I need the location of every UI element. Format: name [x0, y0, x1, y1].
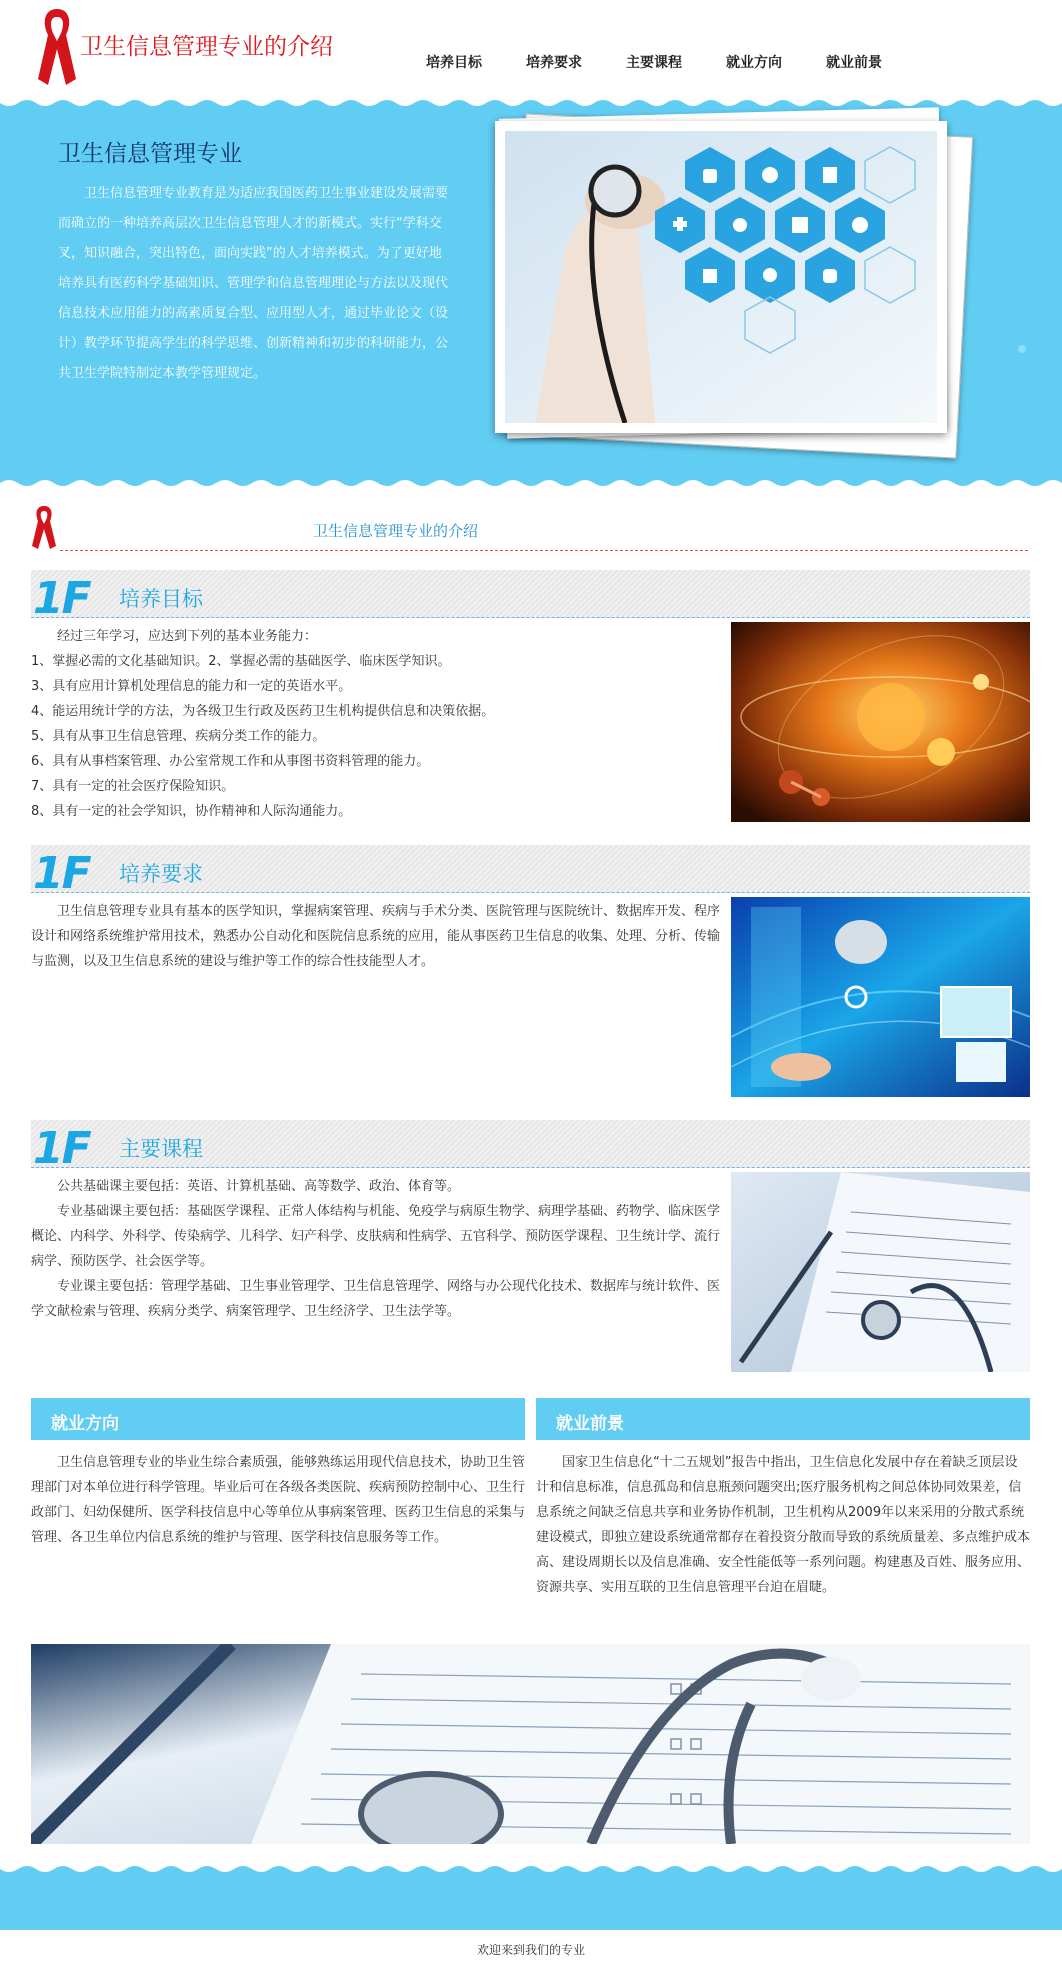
- section-title: 培养要求: [119, 862, 203, 886]
- banner-description: 卫生信息管理专业教育是为适应我国医药卫生事业建设发展需要而确立的一种培养高层次卫生信息管理人才的新模式。实行“学科交叉，知识融合，突出特色，面向实践”的人才培养模式。为了更好地培养具有医药科学基础知识、管理学和信息管理理论与方法以及现代信息技术应用能力的高素质复合型、应用型人才，通过毕业论文（设计）教学环节提高学生的科学思维、创新精神和初步的科研能力，公共卫生学院特制定本教学管理规定。: [58, 186, 449, 381]
- section-training-goals: [31, 570, 1030, 825]
- nav-item-employment[interactable]: 就业方向: [726, 55, 782, 71]
- panel-title: 就业前景: [536, 1398, 1030, 1440]
- employment-prospects-panel: [536, 1398, 1030, 1600]
- section-header-bar: [31, 570, 1030, 624]
- banner-photo-stack: [495, 113, 975, 453]
- text-line: 5、具有从事卫生信息管理、疾病分类工作的能力。: [31, 729, 326, 744]
- floor-number: 1F: [33, 848, 90, 899]
- section-title: 主要课程: [119, 1137, 203, 1161]
- hero-banner: [0, 97, 1062, 489]
- nav-item-goals[interactable]: 培养目标: [426, 55, 482, 71]
- site-title: 卫生信息管理专业的介绍: [80, 34, 333, 60]
- text-line: 3、具有应用计算机处理信息的能力和一定的英语水平。: [31, 679, 352, 694]
- section-text: [31, 624, 721, 824]
- banner-title: 卫生信息管理专业: [58, 141, 242, 167]
- employment-direction-panel: [31, 1398, 525, 1550]
- section-header-bar: [31, 1120, 1030, 1174]
- wave-divider-footer: [0, 1864, 1062, 1876]
- nav-item-prospects[interactable]: 就业前景: [826, 55, 882, 71]
- main-nav: [404, 52, 904, 72]
- text-line: 专业基础课主要包括：基础医学课程、正常人体结构与机能、免疫学与病原生物学、病理学基础、药物学、临床医学概论、内科学、外科学、传染病学、儿科学、妇产科学、皮肤病和性病学、五官科学、预防医学课程、卫生统计学、流行病学、预防医学、社会医学等。: [31, 1204, 721, 1269]
- text-line: 6、具有从事档案管理、办公室常规工作和从事图书资料管理的能力。: [31, 754, 430, 769]
- red-ribbon-logo-icon: [34, 5, 80, 87]
- text-line: 卫生信息管理专业具有基本的医学知识，掌握病案管理、疾病与手术分类、医院管理与医院统计、数据库开发、程序设计和网络系统维护常用技术，熟悉办公自动化和医院信息系统的应用，能从事医药卫生信息的收集、处理、分析、传输与监测，以及卫生信息系统的建设与维护等工作的综合性技能型人才。: [31, 904, 721, 969]
- text-line: 7、具有一定的社会医疗保险知识。: [31, 779, 235, 794]
- section-training-requirements: [31, 845, 1030, 1100]
- footer-text: 欢迎来到我们的专业: [476, 1943, 585, 1957]
- text-line: 8、具有一定的社会学知识，协作精神和人际沟通能力。: [31, 804, 352, 819]
- section-text: [31, 1174, 721, 1324]
- medical-history-form-image: [731, 1172, 1030, 1372]
- panel-title: 就业方向: [31, 1398, 525, 1440]
- section-header-bar: [31, 845, 1030, 899]
- text-line: 专业课主要包括：管理学基础、卫生事业管理学、卫生信息管理学、网络与办公现代化技术、数据库与统计软件、医学文献检索与管理、疾病分类学、病案管理学、卫生经济学、卫生法学等。: [31, 1279, 721, 1319]
- text-line: 4、能运用统计学的方法，为各级卫生行政及医药卫生机构提供信息和决策依据。: [31, 704, 495, 719]
- banner-photo: [495, 121, 947, 433]
- medical-hexagon-illustration: [505, 131, 937, 423]
- section-text: [31, 899, 721, 974]
- section-main-courses: [31, 1120, 1030, 1375]
- panel-text: 国家卫生信息化“十二五规划”报告中指出，卫生信息化发展中存在着缺乏顶层设计和信息标准，信息孤岛和信息瓶颈问题突出;医疗服务机构之间总体协同效果差，信息系统之间缺乏信息共享和业务协作机制，卫生机构从2009年以来采用的分散式系统建设模式，即独立建设系统通常都存在着投资分散而导致的系统质量差、多点维护成本高、建设周期长以及信息准确、安全性能低等一系列问题。构建惠及百姓、服务应用、资源共享、实用互联的卫生信息管理平台迫在眉睫。: [536, 1455, 1031, 1595]
- intro-heading: [30, 504, 1030, 552]
- text-line: 公共基础课主要包括：英语、计算机基础、高等数学、政治、体育等。: [57, 1179, 461, 1194]
- section-title: 培养目标: [119, 587, 203, 611]
- red-ribbon-icon: [30, 504, 58, 550]
- floor-number: 1F: [33, 573, 90, 624]
- footer-band: [0, 1864, 1062, 1930]
- text-line: 1、掌握必需的文化基础知识。2、掌握必需的基础医学、临床医学知识。: [31, 654, 451, 669]
- site-header: [0, 0, 1062, 97]
- panel-text: 卫生信息管理专业的毕业生综合素质强，能够熟练运用现代信息技术，协助卫生管理部门对本单位进行科学管理。毕业后可在各级各类医院、疾病预防控制中心、卫生行政部门、妇幼保健所、医学科技信息中心等单位从事病案管理、医药卫生信息的采集与管理、各卫生单位内信息系统的维护与管理、医学科技信息服务等工作。: [31, 1455, 526, 1545]
- carousel-dot[interactable]: [1018, 345, 1026, 353]
- floor-number: 1F: [33, 1123, 90, 1174]
- wave-divider-bottom: [0, 475, 1062, 489]
- text-line: 经过三年学习，应达到下列的基本业务能力：: [57, 629, 318, 644]
- medical-technology-image: [731, 897, 1030, 1097]
- nav-item-requirements[interactable]: 培养要求: [526, 55, 582, 71]
- nav-item-courses[interactable]: 主要课程: [626, 55, 682, 71]
- stethoscope-form-image: [31, 1644, 1030, 1844]
- intro-title: 卫生信息管理专业的介绍: [313, 522, 479, 540]
- molecule-image: [731, 622, 1030, 822]
- dashed-divider: [60, 550, 1028, 551]
